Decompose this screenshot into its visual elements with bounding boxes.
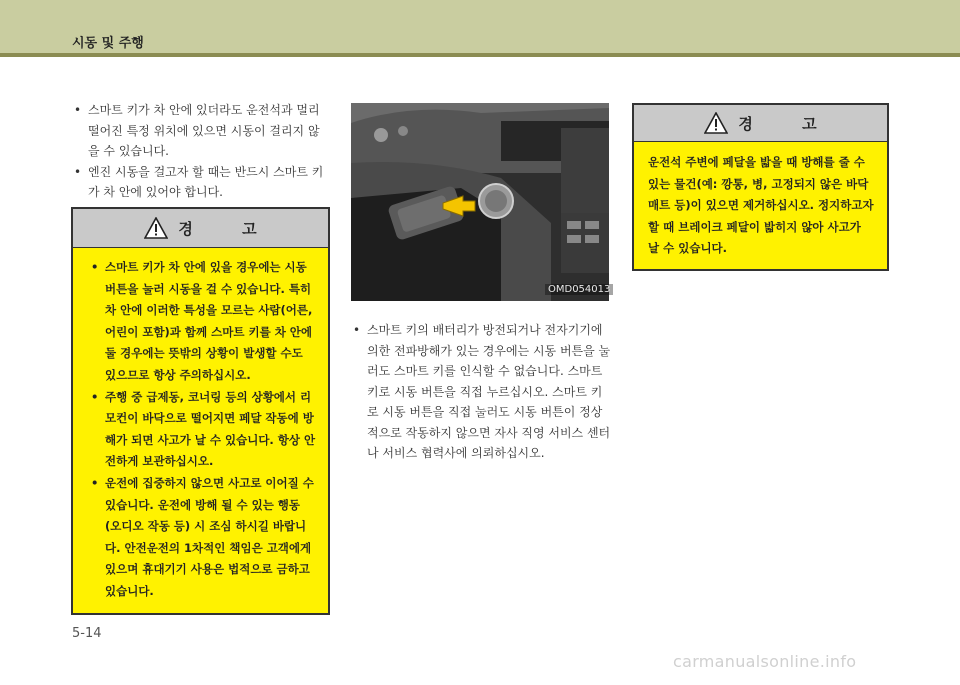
warning-header — [634, 105, 887, 142]
bullet-icon: • — [353, 323, 361, 337]
right-column-notes — [351, 320, 613, 464]
bullet-icon: • — [74, 103, 82, 117]
list-item — [91, 257, 316, 387]
warning-title: 경 고 — [178, 219, 279, 238]
bullet-icon: • — [91, 389, 99, 404]
warning-text: 운전에 집중하지 않으면 사고로 이어질 수 있습니다. 운전에 방해 될 수 있는 행동 (오디오 작동 등) 시 조심 하시길 바랍니다. 안전운전의 1차적인 책임은 고객에게 있으며 휴대기기 사용은 법적으로 금하고 있습니다. — [105, 475, 314, 598]
bullet-icon: • — [74, 164, 82, 179]
section-title: 시동 및 주행 — [72, 36, 144, 51]
list-item — [72, 162, 330, 203]
warning-box-smart-key — [71, 207, 330, 615]
warning-text: 스마트 키가 차 안에 있을 경우에는 시동 버튼을 눌러 시동을 걸 수 있습니다. 특히 차 안에 이러한 특성을 모르는 사람(어른, 어린이 포함)과 함께 스마트 키를 차 안에 둘 경우에는 뜻밖의 상황이 발생할 수도 있으므로 항상 주의하십시오. — [105, 260, 313, 382]
note-text: 스마트 키가 차 안에 있더라도 운전석과 멀리 떨어진 특정 위치에 있으면 시동이 걸리지 않을 수 있습니다. — [88, 103, 320, 158]
header-band — [0, 0, 960, 53]
warning-box-pedal — [632, 103, 889, 271]
header-rule — [0, 53, 960, 57]
warning-triangle-icon — [144, 217, 168, 239]
start-button-photo — [351, 103, 609, 301]
list-item — [91, 473, 316, 603]
bullet-icon: • — [91, 260, 99, 274]
photo-code-label: OMD054013 — [545, 284, 613, 295]
list-item — [72, 100, 330, 162]
warning-header — [73, 209, 328, 248]
warning-body — [73, 248, 328, 603]
page-number: 5-14 — [72, 626, 102, 641]
warning-body: 운전석 주변에 페달을 밟을 때 방해를 줄 수 있는 물건(예: 깡통, 병, 고정되지 않은 바닥 매트 등)이 있으면 제거하십시오. 정지하고자 할 때 브레이크 페달이 밟히지 않아 사고가 날 수 있습니다. — [648, 155, 874, 256]
warning-triangle-icon — [704, 112, 728, 134]
note-text: 스마트 키의 배터리가 방전되거나 전자기기에 의한 전파방해가 있는 경우에는 시동 버튼을 눌러도 스마트 키를 인식할 수 없습니다. 스마트 키로 시동 버튼을 직접 누르십시오. 스마트 키로 시동 버튼을 직접 눌러도 시동 버튼이 정상적으로 작동하지 않으면 자사 직영 서비스 센터나 서비스 협력사에 의뢰하십시오. — [367, 323, 611, 460]
note-text: 엔진 시동을 걸고자 할 때는 반드시 스마트 키가 차 안에 있어야 합니다. — [88, 164, 324, 199]
warning-text: 주행 중 급제동, 코너링 등의 상황에서 리모컨이 바닥으로 떨어지면 페달 작동에 방해가 되면 사고가 날 수 있습니다. 항상 안전하게 보관하십시오. — [105, 389, 316, 469]
left-column-notes — [72, 100, 330, 203]
list-item — [351, 320, 613, 464]
warning-title: 경 고 — [738, 114, 839, 133]
bullet-icon: • — [91, 475, 99, 490]
watermark-text: carmanualsonline.info — [673, 652, 857, 671]
dashboard-illustration — [351, 103, 609, 301]
list-item — [91, 387, 316, 473]
